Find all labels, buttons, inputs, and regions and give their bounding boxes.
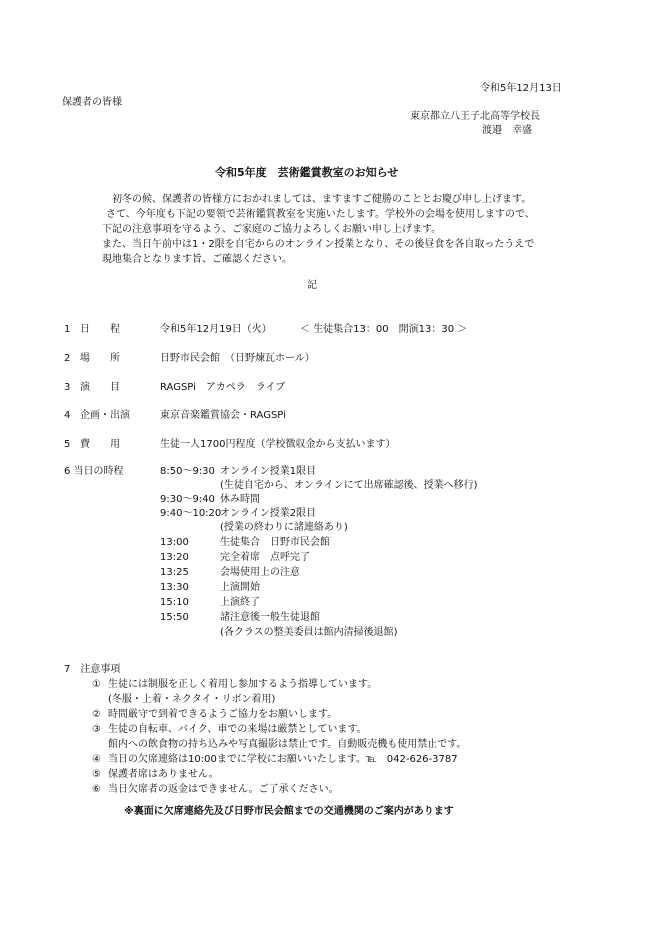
- item-value: 東京音楽鑑賞協会・RAGSPi: [160, 410, 286, 421]
- note-text: 当日の欠席連絡は10:00までに学校にお願いいたします。℡ 042-626-3787: [108, 754, 458, 765]
- note-text: 館内への飲食物の持ち込みや写真撮影は禁止です。自動販売機も使用禁止です。: [108, 739, 467, 750]
- note-mark: ①: [92, 679, 101, 690]
- schedule-time: 8:50～9:30: [160, 466, 215, 477]
- intro-line-3: 下記の注意事項を守るよう、ご家庭のご協力よろしくお願い申し上げます。: [102, 224, 442, 235]
- item-number: 1: [64, 324, 71, 335]
- schedule-desc: 生徒集合 日野市民会館: [220, 537, 330, 548]
- note-mark: ③: [92, 724, 101, 735]
- schedule-desc: 会場使用上の注意: [220, 567, 300, 578]
- intro-line-2: さて、今年度も下記の要領で芸術鑑賞教室を実施いたします。学校外の会場を使用しますので、: [106, 209, 535, 220]
- item-number: 4: [64, 410, 71, 421]
- note-mark: ②: [92, 709, 101, 720]
- intro-line-1: 初冬の候、保護者の皆様方におかれましては、ますますご健勝のこととお慶び申し上げます。: [112, 194, 532, 205]
- addressee: 保護者の皆様: [62, 97, 122, 108]
- document-title: 令和5年度 芸術鑑賞教室のお知らせ: [215, 166, 399, 179]
- item-label: 企画・出演: [80, 410, 130, 421]
- item-label: 費 用: [80, 439, 120, 450]
- schedule-desc: 上演終了: [220, 597, 260, 608]
- ki-marker: 記: [307, 280, 317, 291]
- item-value: 日野市民会館 （日野煉瓦ホール）: [160, 353, 315, 364]
- note-mark: ④: [92, 754, 101, 765]
- schedule-time: 9:40～10:20: [160, 508, 222, 519]
- schedule-desc: (生徒自宅から、オンラインにて出席確認後、授業へ移行): [220, 480, 478, 491]
- schedule-desc: (各クラスの整美委員は館内清掃後退館): [220, 627, 398, 638]
- item-label: 場 所: [80, 353, 120, 364]
- item-label: 演 目: [80, 382, 120, 393]
- item-value: 生徒一人1700円程度（学校徴収金から支払います）: [160, 439, 396, 450]
- note-text: 当日欠席者の返金はできません。ご了承ください。: [108, 784, 339, 795]
- schedule-desc: オンライン授業2限目: [220, 508, 317, 519]
- schedule-time: 13:00: [160, 537, 189, 548]
- sender-name: 渡邉 幸盛: [482, 125, 532, 136]
- schedule-desc: 完全着席 点呼完了: [220, 552, 310, 563]
- item-number: 3: [64, 382, 71, 393]
- item-value-secondary: ＜ 生徒集合13：00 開演13：30 ＞: [300, 324, 468, 335]
- item-value: RAGSPi アカペラ ライブ: [160, 382, 286, 393]
- note-mark: ⑥: [92, 784, 101, 795]
- note-text: 生徒には制服を正しく着用し参加するよう指導しています。: [108, 679, 378, 690]
- notes-heading: 7 注意事項: [64, 664, 121, 675]
- schedule-desc: 上演開始: [220, 582, 260, 593]
- note-text: (冬服・上着・ネクタイ・リボン着用): [108, 694, 276, 705]
- schedule-time: 9:30～9:40: [160, 494, 215, 505]
- schedule-time: 13:20: [160, 552, 189, 563]
- schedule-heading: 6 当日の時程: [64, 466, 124, 477]
- schedule-desc: オンライン授業1限目: [220, 466, 317, 477]
- item-number: 5: [64, 439, 71, 450]
- schedule-time: 15:10: [160, 597, 189, 608]
- schedule-time: 13:25: [160, 567, 189, 578]
- schedule-time: 15:50: [160, 612, 189, 623]
- document-date: 令和5年12月13日: [480, 83, 562, 94]
- note-mark: ⑤: [92, 769, 101, 780]
- schedule-time: 13:30: [160, 582, 189, 593]
- item-number: 2: [64, 353, 71, 364]
- item-value: 令和5年12月19日（火）: [160, 324, 272, 335]
- intro-line-5: 現地集合となります旨、ご確認ください。: [102, 254, 292, 265]
- sender-organization: 東京都立八王子北高等学校長: [410, 111, 540, 122]
- item-label: 日 程: [80, 324, 120, 335]
- note-text: 時間厳守で到着できるようご協力をお願いします。: [108, 709, 338, 720]
- schedule-desc: 休み時間: [220, 494, 260, 505]
- schedule-desc: 諸注意後一般生徒退館: [220, 612, 320, 623]
- schedule-desc: (授業の終わりに諸連絡あり): [220, 522, 348, 533]
- intro-line-4: また、当日午前中は1・2限を自宅からのオンライン授業となり、その後昼食を各自取ったうえで: [102, 239, 535, 250]
- note-text: 生徒の自転車、バイク、車での来場は厳禁としています。: [108, 724, 367, 735]
- footer-note: ※裏面に欠席連絡先及び日野市民会館までの交通機関のご案内があります: [124, 806, 454, 817]
- note-text: 保護者席はありません。: [108, 769, 219, 780]
